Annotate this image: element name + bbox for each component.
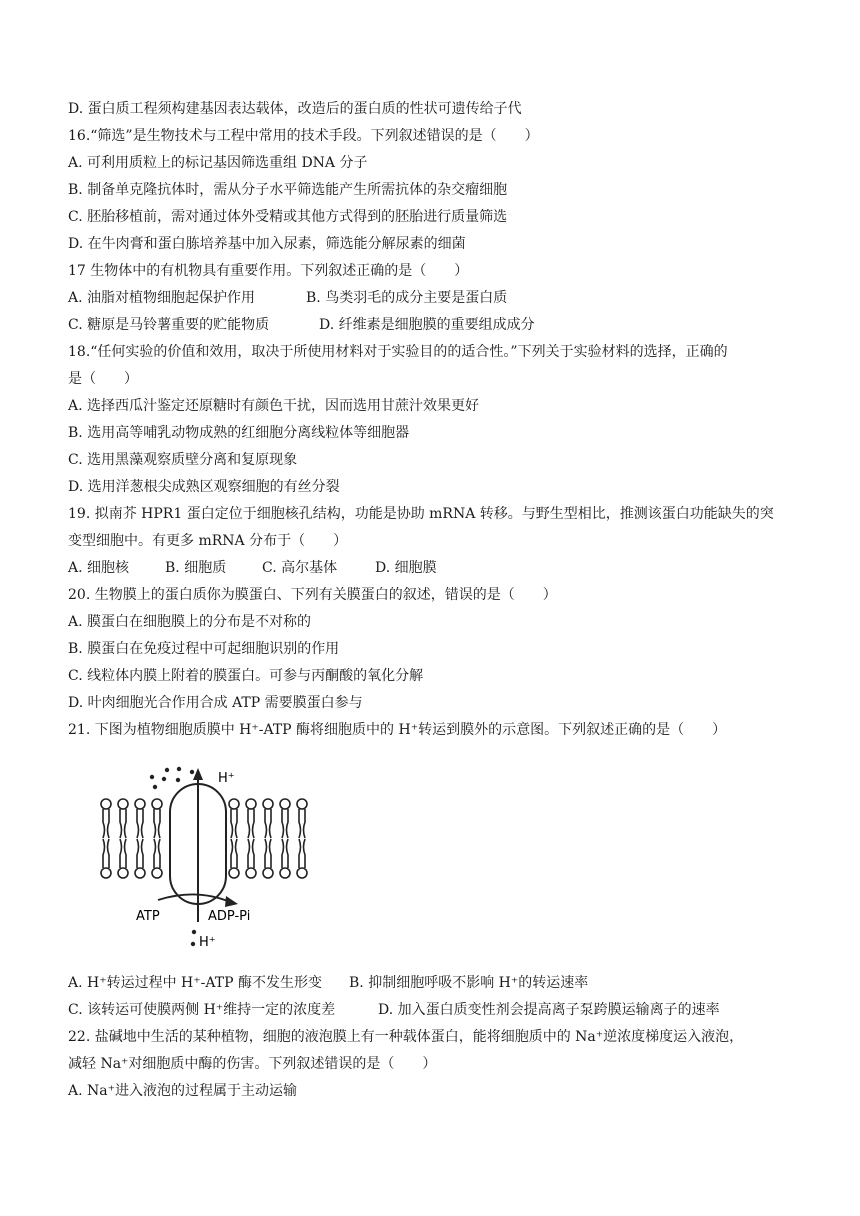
q19-option-c: C. 高尔基体 <box>262 560 338 576</box>
q19-stem-line1: 19. 拟南芥 HPR1 蛋白定位于细胞核孔结构，功能是协助 mRNA 转移。与野生型相比，推测该蛋白功能缺失的突 <box>68 506 774 522</box>
q21-option-b: B. 抑制细胞呼吸不影响 H⁺的转运速率 <box>349 975 589 991</box>
q21-option-a: A. H⁺转运过程中 H⁺-ATP 酶不发生形变 <box>68 975 322 991</box>
q22-stem-line2: 减轻 Na⁺对细胞质中酶的伤害。下列叙述错误的是（ ） <box>68 1056 437 1072</box>
q21-options-ab <box>68 974 588 992</box>
q19-option-b: B. 细胞质 <box>165 560 227 576</box>
h-ion-label-top: H⁺ <box>218 771 235 786</box>
q17-stem: 17 生物体中的有机物具有重要作用。下列叙述正确的是（ ） <box>68 263 469 279</box>
q17-option-b: B. 鸟类羽毛的成分主要是蛋白质 <box>306 290 508 306</box>
q15-option-d: D. 蛋白质工程须构建基因表达载体，改造后的蛋白质的性状可遗传给子代 <box>68 101 522 117</box>
q21-stem: 21. 下图为植物细胞质膜中 H⁺-ATP 酶将细胞质中的 H⁺转运到膜外的示意图。下列叙述正确的是（ ） <box>68 722 727 738</box>
q20-option-b: B. 膜蛋白在免疫过程中可起细胞识别的作用 <box>68 641 340 657</box>
membrane-diagram <box>96 762 326 960</box>
h-ion-label-bottom: H⁺ <box>199 935 216 950</box>
q19-option-d: D. 细胞膜 <box>375 560 437 576</box>
q18-option-d: D. 选用洋葱根尖成熟区观察细胞的有丝分裂 <box>68 479 340 495</box>
q21-option-c: C. 该转运可使膜两侧 H⁺维持一定的浓度差 <box>68 1002 336 1018</box>
q18-option-a: A. 选择西瓜汁鉴定还原糖时有颜色干扰，因而选用甘蔗汁效果更好 <box>68 398 480 414</box>
adp-pi-label: ADP-Pi <box>208 909 251 924</box>
q19-stem-line2: 变型细胞中。有更多 mRNA 分布于（ ） <box>68 533 348 549</box>
arrow-head-up <box>193 768 203 780</box>
q17-option-a: A. 油脂对植物细胞起保护作用 <box>68 290 256 306</box>
q17-options-cd <box>68 316 535 334</box>
q18-stem-line1: 18.“任何实验的价值和效用，取决于所使用材料对于实验目的的适合性。”下列关于实验材料的选择，正确的 <box>68 344 728 360</box>
q22-option-a: A. Na⁺进入液泡的过程属于主动运输 <box>68 1083 297 1099</box>
q20-option-d: D. 叶肉细胞光合作用合成 ATP 需要膜蛋白参与 <box>68 695 363 711</box>
q22-stem-line1: 22. 盐碱地中生活的某种植物，细胞的液泡膜上有一种载体蛋白，能将细胞质中的 Na⁺逆浓度梯度运入液泡， <box>68 1029 744 1045</box>
q19-option-a: A. 细胞核 <box>68 560 130 576</box>
q16-option-c: C. 胚胎移植前，需对通过体外受精或其他方式得到的胚胎进行质量筛选 <box>68 209 508 225</box>
q18-option-b: B. 选用高等哺乳动物成熟的红细胞分离线粒体等细胞器 <box>68 425 410 441</box>
h-atpase-membrane-figure <box>96 762 326 960</box>
q18-stem-line2: 是（ ） <box>68 371 138 387</box>
q16-option-a: A. 可利用质粒上的标记基因筛选重组 DNA 分子 <box>68 155 368 171</box>
q20-option-a: A. 膜蛋白在细胞膜上的分布是不对称的 <box>68 614 312 630</box>
q17-option-c: C. 糖原是马铃薯重要的贮能物质 <box>68 317 270 333</box>
atp-label: ATP <box>136 909 160 924</box>
q16-stem: 16.“筛选”是生物技术与工程中常用的技术手段。下列叙述错误的是（ ） <box>68 128 539 144</box>
atp-arrow-head <box>225 896 238 907</box>
q21-options-cd <box>68 1001 720 1019</box>
q20-stem: 20. 生物膜上的蛋白质你为膜蛋白、下列有关膜蛋白的叙述，错误的是（ ） <box>68 587 557 603</box>
q17-options-ab <box>68 289 507 307</box>
q20-option-c: C. 线粒体内膜上附着的膜蛋白。可参与丙酮酸的氧化分解 <box>68 668 424 684</box>
q16-option-b: B. 制备单克隆抗体时，需从分子水平筛选能产生所需抗体的杂交瘤细胞 <box>68 182 508 198</box>
q21-option-d: D. 加入蛋白质变性剂会提高离子泵跨膜运输离子的速率 <box>378 1002 720 1018</box>
q16-option-d: D. 在牛肉膏和蛋白胨培养基中加入尿素，筛选能分解尿素的细菌 <box>68 236 466 252</box>
q17-option-d: D. 纤维素是细胞膜的重要组成成分 <box>319 317 535 333</box>
h-ions-inside <box>191 930 196 946</box>
q18-option-c: C. 选用黑藻观察质壁分离和复原现象 <box>68 452 298 468</box>
q19-options <box>68 559 437 577</box>
